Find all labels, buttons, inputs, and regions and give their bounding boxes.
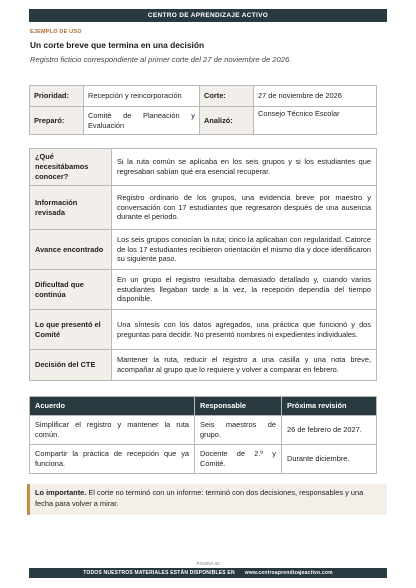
evaluation-row xyxy=(30,310,377,350)
evaluation-answer: Una síntesis con los datos agregados, una práctica que funcionó y dos preguntas para decidir. No presentó nombres ni expedientes individuales. xyxy=(112,310,377,350)
evaluation-answer: En un grupo el registro resultaba demasiado detallado y, cuando varios estudiantes llegaban tarde a la vez, la recepción dependía del tiempo disponible. xyxy=(112,270,377,310)
acuerdo-cell: Compartir la práctica de recepción que ya funciona. xyxy=(30,445,195,474)
agreements-header-row xyxy=(30,397,377,416)
prioridad-value: Recepción y reincorporación xyxy=(84,86,200,107)
page-subtitle: Registro ficticio correspondiente al primer corte del 27 de noviembre de 2026. xyxy=(30,55,292,64)
metadata-row xyxy=(30,107,377,135)
key-takeaway-note xyxy=(27,484,387,515)
acuerdo-cell: Simplificar el registro y mantener la ruta común. xyxy=(30,416,195,445)
metadata-row xyxy=(30,86,377,107)
evaluation-row xyxy=(30,350,377,381)
evaluation-row xyxy=(30,230,377,270)
footer-banner xyxy=(29,568,387,578)
agreements-row xyxy=(30,416,377,445)
evaluation-table xyxy=(29,148,377,381)
page-number: PÁGINA 32 xyxy=(196,561,220,566)
evaluation-row xyxy=(30,186,377,230)
metadata-table xyxy=(29,85,377,135)
preparo-value: Comité de Planeación y Evaluación xyxy=(84,107,200,135)
responsable-cell: Docente de 2.º y Comité. xyxy=(195,445,282,474)
note-text: El corte no terminó con un informe: terminó con dos decisiones, responsables y una fecha para volver a mirar. xyxy=(35,488,364,509)
analizo-value: Consejo Técnico Escolar xyxy=(254,107,377,135)
header-responsable: Responsable xyxy=(195,397,282,416)
preparo-label: Preparó: xyxy=(30,107,84,135)
note-lead: Lo importante. xyxy=(35,488,87,497)
page-title: Un corte breve que termina en una decisión xyxy=(30,40,205,50)
footer-text: TODOS NUESTROS MATERIALES ESTÁN DISPONIBLES EN xyxy=(83,570,235,576)
footer-url-link[interactable]: www.centroaprendizajeactivo.com xyxy=(244,570,333,576)
evaluation-row xyxy=(30,149,377,186)
evaluation-answer: Si la ruta común se aplicaba en los seis grupos y si los estudiantes que regresaban sabían qué era esencial recuperar. xyxy=(112,149,377,186)
header-acuerdo: Acuerdo xyxy=(30,397,195,416)
evaluation-question: ¿Qué necesitábamos conocer? xyxy=(30,149,112,186)
responsable-cell: Seis maestros de grupo. xyxy=(195,416,282,445)
evaluation-question: Avance encontrado xyxy=(30,230,112,270)
section-kicker: EJEMPLO DE USO xyxy=(30,29,82,35)
revision-cell: Durante diciembre. xyxy=(282,445,377,474)
evaluation-answer: Mantener la ruta, reducir el registro a una casilla y una nota breve, acompañar al grupo que lo requiere y volver a comparar en febrero. xyxy=(112,350,377,381)
evaluation-answer: Los seis grupos conocían la ruta; cinco la aplicaban con regularidad. Catorce de los 17 estudiantes recibieron orientación el mismo día y doce identificaron su siguiente paso. xyxy=(112,230,377,270)
evaluation-answer: Registro ordinario de los grupos, una evidencia breve por maestro y conversación con 17 estudiantes que regresaron después de una ausencia durante el periodo. xyxy=(112,186,377,230)
evaluation-row xyxy=(30,270,377,310)
corte-value: 27 de noviembre de 2026 xyxy=(254,86,377,107)
header-proxima-revision: Próxima revisión xyxy=(282,397,377,416)
evaluation-question: Información revisada xyxy=(30,186,112,230)
header-banner: CENTRO DE APRENDIZAJE ACTIVO xyxy=(29,9,387,22)
revision-cell: 26 de febrero de 2027. xyxy=(282,416,377,445)
evaluation-question: Dificultad que continúa xyxy=(30,270,112,310)
evaluation-question: Decisión del CTE xyxy=(30,350,112,381)
corte-label: Corte: xyxy=(200,86,254,107)
prioridad-label: Prioridad: xyxy=(30,86,84,107)
evaluation-question: Lo que presentó el Comité xyxy=(30,310,112,350)
analizo-label: Analizó: xyxy=(200,107,254,135)
agreements-table xyxy=(29,396,377,474)
agreements-row xyxy=(30,445,377,474)
